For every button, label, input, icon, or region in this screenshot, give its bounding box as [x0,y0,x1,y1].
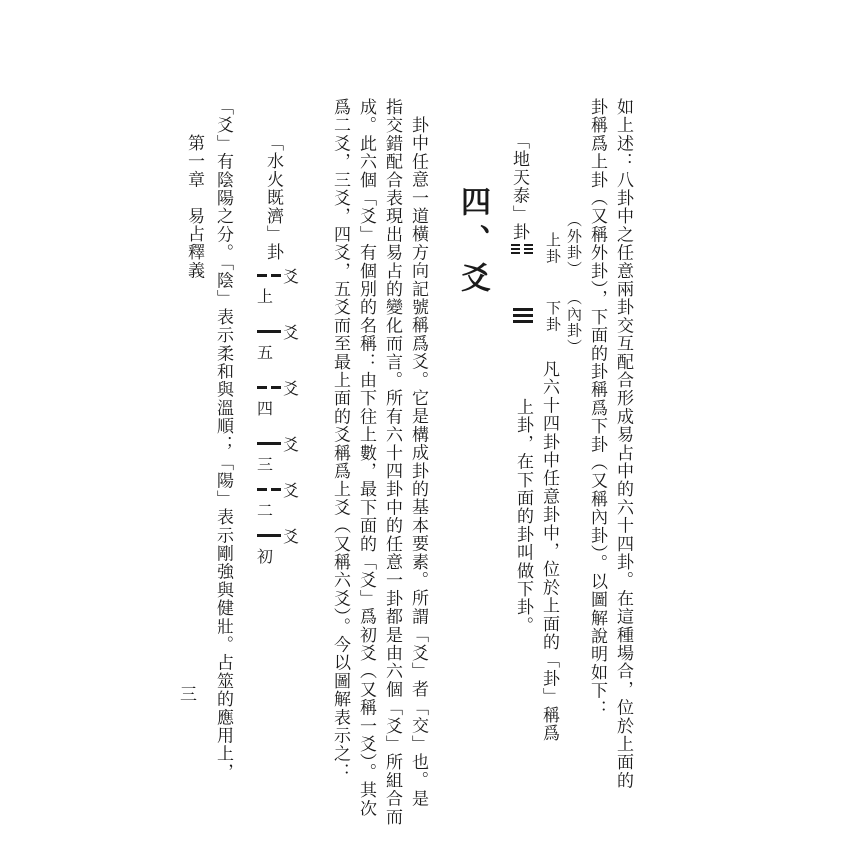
yao-position: 上 [257,287,274,306]
jiji-hexagram-label: 「水火既濟」卦 [263,134,283,262]
outer-trigram-label: （外卦） [565,212,583,277]
yao-third [257,435,315,476]
yao-top [257,267,315,308]
yao-fourth [257,379,315,420]
yao-position: 三 [257,455,274,474]
paragraph-1-line-1: 如上述：八卦中之任意兩卦交互配合形成易占中的六十四卦。在這種場合，位於上面的 [613,98,633,790]
lower-trigram-label: 下卦 [544,300,562,333]
paragraph-2-line-3: 成。此六個「爻」有個別的名稱：由下往上數，最下面的「爻」爲初爻（又稱一爻）。其次 [356,98,376,818]
yao-position: 五 [257,343,274,362]
yao-char: 爻 [283,435,300,454]
paragraph-2-line-4: 爲二爻，三爻，四爻，五爻而至最上面的爻稱爲上爻（又稱六爻）。今以圖解表示之： [330,98,350,782]
paragraph-1-line-2: 卦稱爲上卦（又稱外卦），下面的卦稱爲下卦（又稱內卦）。以圖解說明如下： [587,98,607,718]
tai-hexagram-symbol [511,242,533,256]
yao-char: 爻 [283,527,300,546]
inner-trigram-label: （內卦） [565,290,583,355]
diagram-explanation-line-1: 凡六十四卦中任意卦中，位於上面的「卦」稱爲 [539,360,559,743]
paragraph-3-line-1: 「爻」有陰陽之分。「陰」表示柔和與溫順；「陽」表示剛強與健壯。占筮的應用上， [213,98,233,782]
yao-first [257,527,315,568]
paragraph-2-line-2: 指交錯配合表現出易占的變化而言。所有六十四卦中的任意一卦都是由六個「爻」所組合而 [382,98,402,826]
yang-line-mark [257,534,281,537]
yang-line-mark [257,330,281,333]
yang-line-mark [257,442,281,445]
yao-position: 二 [257,501,274,520]
yao-char: 爻 [283,267,300,286]
diagram-explanation-line-2: 上卦，在下面的卦叫做下卦。 [513,398,533,635]
upper-trigram-label: 上卦 [544,232,562,265]
yao-char: 爻 [283,379,300,398]
lower-trigram-symbol [513,305,533,326]
yao-char: 爻 [283,481,300,500]
yao-second [257,481,315,522]
yin-line-mark [257,274,281,277]
paragraph-2-line-1: 卦中任意一道橫方向記號稱爲爻。它是構成卦的基本要素。所謂「爻」者「交」也。是 [408,116,428,808]
page-number: 三 [180,685,198,705]
section-heading: 四、爻 [455,186,490,300]
chapter-footer: 第一章 易占釋義 [184,134,204,280]
yao-position: 初 [257,547,274,566]
yin-line-mark [257,386,281,389]
yao-fifth [257,323,315,364]
yao-char: 爻 [283,323,300,342]
yao-position: 四 [257,399,274,418]
tai-hexagram-label: 「地天泰」卦 [509,132,529,242]
yin-line-mark [257,488,281,491]
